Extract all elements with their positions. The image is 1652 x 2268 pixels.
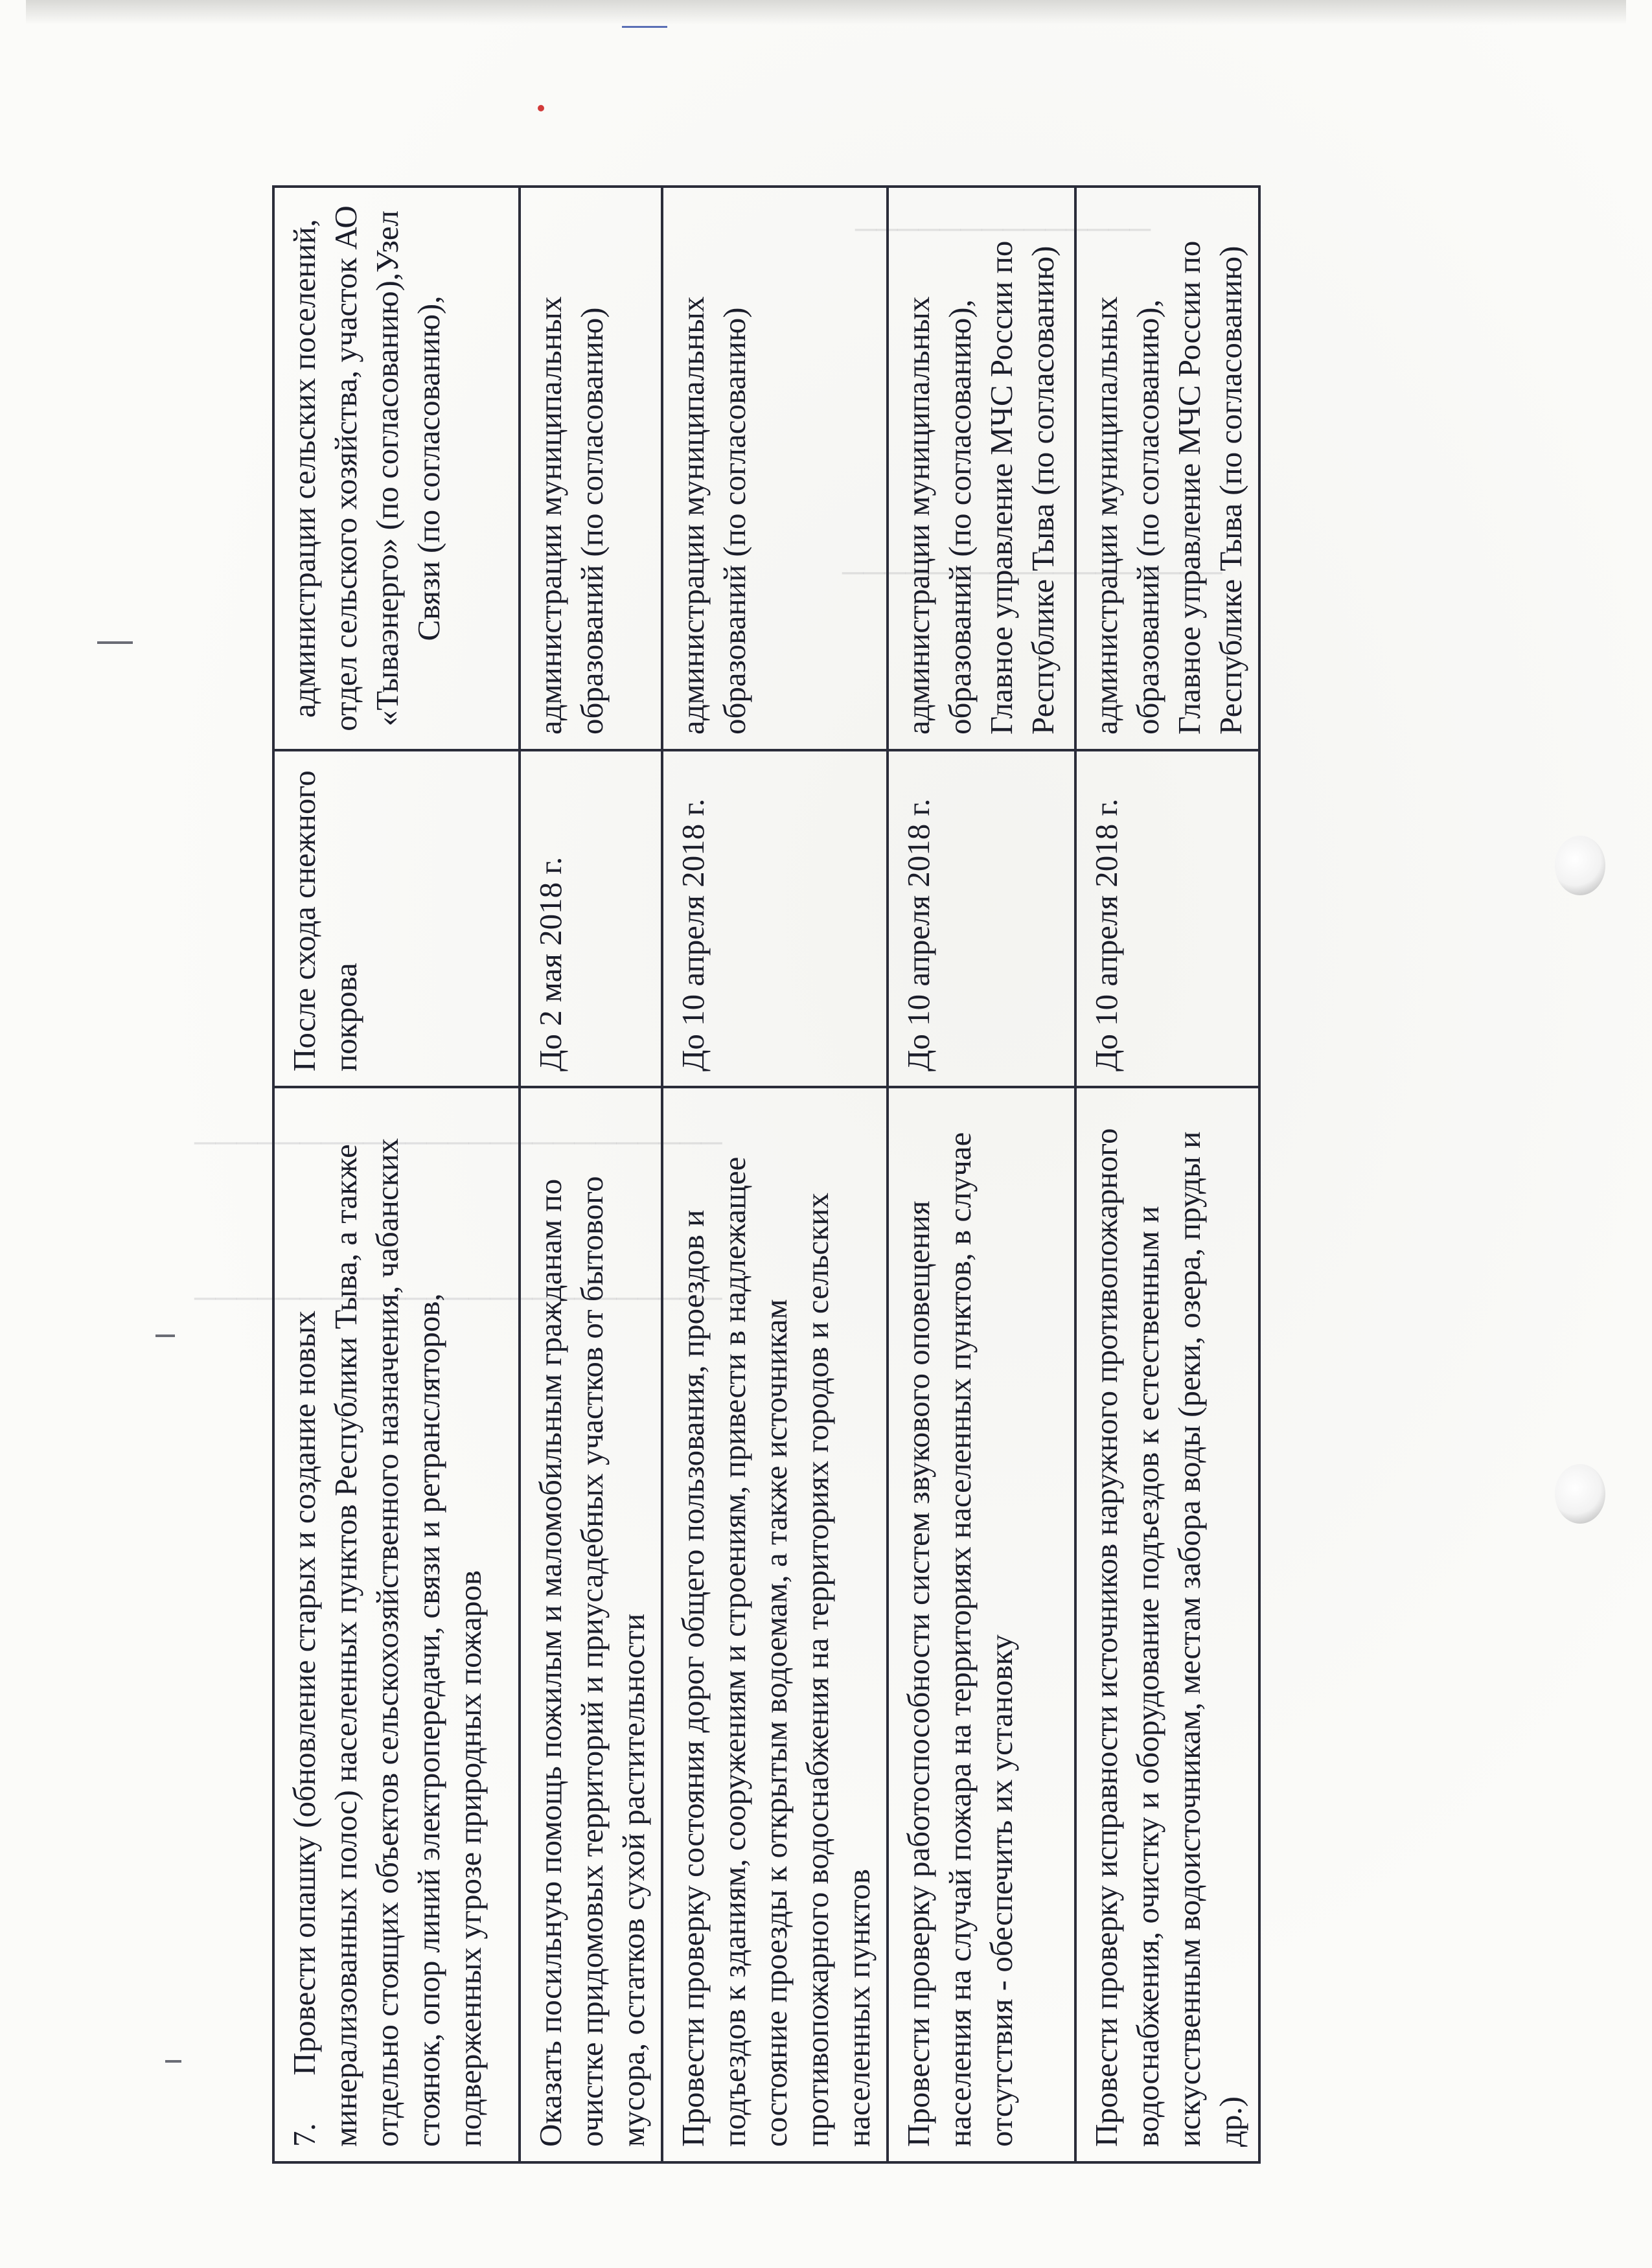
deadline-cell: До 10 апреля 2018 г. bbox=[888, 750, 1075, 1087]
scan-mark bbox=[155, 1334, 175, 1337]
task-cell: 7. Провести опашку (обновление старых и создание новых минерализованных полос) населенных пунктов Республики Тыва, а также отдельно стоящих объектов сельскохозяйственного назначения, чабанских стоянок, опор линий электропередачи, связи и ретрансляторов, подверженных угрозе природных пожаров bbox=[273, 1087, 520, 2162]
scan-mark bbox=[97, 641, 133, 644]
task-cell: Провести проверку исправности источников наружного противопожарного водоснабжения, очистку и оборудование подъездов к естественным и искусственным водоисточникам, местам забора воды (реки, озера, пруды и др.) bbox=[1075, 1087, 1259, 2162]
punch-hole bbox=[1555, 836, 1605, 895]
deadline-cell: До 10 апреля 2018 г. bbox=[662, 750, 888, 1087]
punch-hole bbox=[1555, 1464, 1605, 1524]
responsible-cell: администрации муниципальных образований (по согласованию), Главное управление МЧС России по Республике Тыва (по согласованию) bbox=[888, 187, 1075, 750]
table-row bbox=[520, 187, 662, 2162]
responsible-cell: администрации муниципальных образований (по согласованию), Главное управление МЧС России по Республике Тыва (по согласованию) bbox=[1075, 187, 1259, 750]
deadline-cell: После схода снежного покрова bbox=[273, 750, 520, 1087]
measures-table bbox=[272, 185, 1261, 2164]
responsible-cell: администрации сельских поселений, отдел сельского хозяйства, участок АО «Тываэнерго» (по согласованию),Узел Связи (по согласованию), bbox=[273, 187, 520, 750]
task-cell: Оказать посильную помощь пожилым и маломобильным гражданам по очистке придомовых территорий и приусадебных участков от бытового мусора, остатков сухой растительности bbox=[520, 1087, 662, 2162]
responsible-cell: администрации муниципальных образований (по согласованию) bbox=[520, 187, 662, 750]
table-row bbox=[273, 187, 520, 2162]
deadline-cell: До 2 мая 2018 г. bbox=[520, 750, 662, 1087]
scan-top-edge bbox=[26, 0, 1626, 25]
scan-mark bbox=[165, 2060, 181, 2063]
task-cell: Провести проверку состояния дорог общего пользования, проездов и подъездов к зданиям, сооружениям и строениям, привести в надлежащее состояние проезды к открытым водоемам, а также источникам противопожарного водоснабжения на территориях городов и сельских населенных пунктов bbox=[662, 1087, 888, 2162]
table-row bbox=[888, 187, 1075, 2162]
table-row bbox=[1075, 187, 1259, 2162]
document-table-rotated bbox=[272, 188, 1248, 2164]
task-cell: Провести проверку работоспособности систем звукового оповещения населения на случай пожара на территориях населенных пунктов, в случае отсутствия - обеспечить их установку bbox=[888, 1087, 1075, 2162]
scan-mark bbox=[622, 26, 667, 28]
table-row bbox=[662, 187, 888, 2162]
red-dot bbox=[538, 105, 544, 111]
deadline-cell: До 10 апреля 2018 г. bbox=[1075, 750, 1259, 1087]
responsible-cell: администрации муниципальных образований (по согласованию) bbox=[662, 187, 888, 750]
